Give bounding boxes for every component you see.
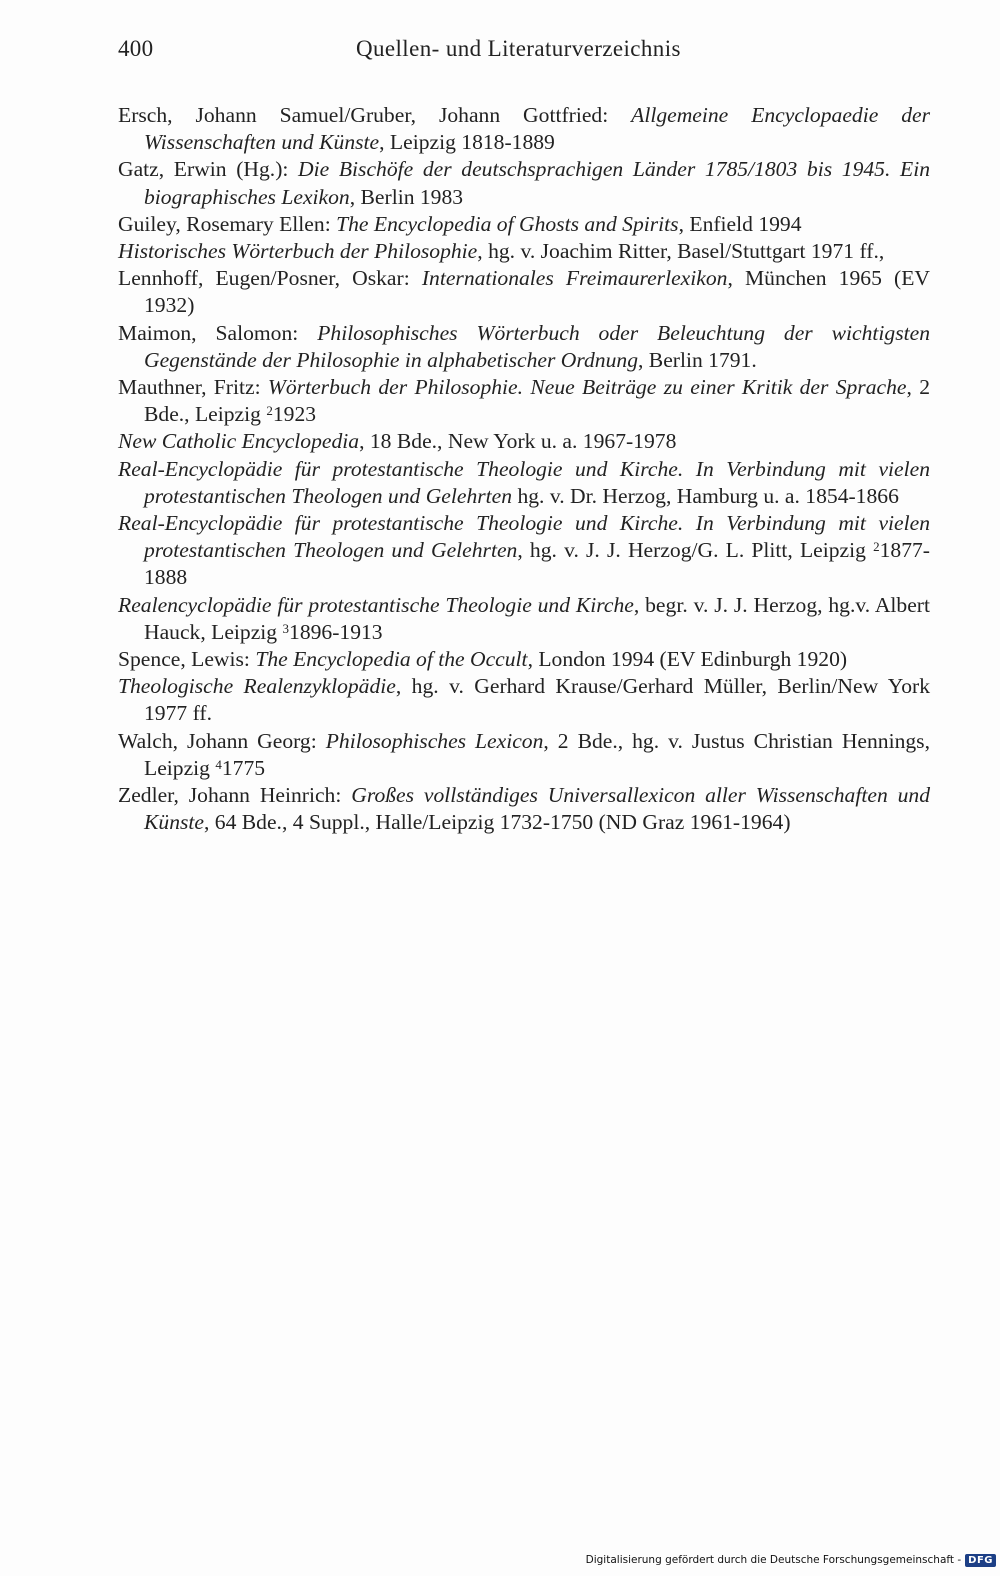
bibliography-entry xyxy=(118,673,930,727)
entry-title: Real-Encyclopädie für protestantische Theologie und Kirche. In Verbindung mit vielen protestantischen Theologen und Gelehrten xyxy=(118,456,930,508)
entry-title: Großes vollständiges Universallexicon aller Wissenschaften und Künste xyxy=(144,783,931,835)
entry-details: , 18 Bde., New York u. a. 1967-1978 xyxy=(359,429,677,454)
entry-author: Ersch, Johann Samuel/Gruber, Johann Gottfried: xyxy=(118,103,632,127)
entry-year: 1877-1888 xyxy=(144,538,930,590)
edition-superscript: 4 xyxy=(215,756,222,772)
entry-details: , London 1994 (EV Edinburgh 1920) xyxy=(527,647,848,672)
entry-details: , hg. v. J. J. Herzog/G. L. Plitt, Leipzig xyxy=(517,538,874,563)
bibliography-entry xyxy=(118,782,930,836)
entry-details: , 64 Bde., 4 Suppl., Halle/Leipzig 1732-1750 (ND Graz 1961-1964) xyxy=(203,810,791,835)
entry-author: Walch, Johann Georg: xyxy=(118,728,326,753)
entry-details: , Enfield 1994 xyxy=(678,211,802,236)
entry-title: Die Bischöfe der deutschsprachigen Länder 1785/1803 bis 1945. Ein biographisches Lexikon xyxy=(144,157,930,209)
page-number: 400 xyxy=(118,36,154,61)
edition-superscript: 3 xyxy=(282,620,290,636)
entry-title: Wörterbuch der Philosophie. Neue Beiträge zu einer Kritik der Sprache xyxy=(267,375,907,400)
bibliography-entry xyxy=(118,646,930,673)
entry-title: Theologische Realenzyklopädie xyxy=(118,674,396,699)
page-header xyxy=(118,36,930,72)
entry-author: Mauthner, Fritz: xyxy=(118,375,268,400)
bibliography-entry xyxy=(118,156,930,210)
edition-superscript: 2 xyxy=(873,539,880,555)
entry-details: , Leipzig 1818-1889 xyxy=(379,130,555,155)
entry-details: , 2 Bde., hg. v. Justus Christian Hennings, Leipzig xyxy=(144,728,930,780)
entry-author: Zedler, Johann Heinrich: xyxy=(118,783,352,808)
dfg-logo: DFG xyxy=(965,1554,996,1567)
bibliography-entry xyxy=(118,428,930,455)
entry-author: Gatz, Erwin (Hg.): xyxy=(118,157,299,182)
entry-author: Spence, Lewis: xyxy=(118,647,256,672)
entry-title: Realencyclopädie für protestantische Theologie und Kirche xyxy=(118,592,634,617)
entry-details: , hg. v. Gerhard Krause/Gerhard Müller, Berlin/New York 1977 ff. xyxy=(144,674,930,726)
entry-year: 1775 xyxy=(221,755,266,780)
entry-author: Maimon, Salomon: xyxy=(118,320,318,345)
entry-title: Philosophisches Wörterbuch oder Beleuchtung der wichtigsten Gegenstände der Philosophie in alphabetischer Ordnung xyxy=(144,320,930,372)
bibliography-entry xyxy=(118,728,930,782)
bibliography-entry xyxy=(118,238,930,265)
entry-details: , Berlin 1791. xyxy=(638,347,757,372)
bibliography-entry xyxy=(118,265,930,319)
credit-text: Digitalisierung gefördert durch die Deutsche Forschungsgemeinschaft - xyxy=(585,1554,962,1566)
bibliography-entry xyxy=(118,374,930,428)
entry-title: Philosophisches Lexicon xyxy=(325,728,544,753)
entry-title: Historisches Wörterbuch der Philosophie xyxy=(118,239,478,264)
entry-author: Lennhoff, Eugen/Posner, Oskar: xyxy=(118,266,422,291)
bibliography-entry xyxy=(118,592,930,646)
entry-title: Internationales Freimaurerlexikon xyxy=(421,266,728,291)
entry-details: , hg. v. Joachim Ritter, Basel/Stuttgart 1971 ff., xyxy=(477,239,885,264)
entry-title: New Catholic Encyclopedia xyxy=(118,429,360,454)
entry-details: hg. v. Dr. Herzog, Hamburg u. a. 1854-1866 xyxy=(512,483,899,508)
entry-author: Guiley, Rosemary Ellen: xyxy=(118,211,337,236)
bibliography-entry xyxy=(118,320,930,374)
entry-details: , 2 Bde., Leipzig xyxy=(144,375,930,427)
bibliography-entry xyxy=(118,211,930,238)
entry-details: , Berlin 1983 xyxy=(349,184,464,209)
bibliography-entry xyxy=(118,102,930,156)
entry-title: The Encyclopedia of the Occult xyxy=(255,647,528,672)
running-title: Quellen- und Literaturverzeichnis xyxy=(356,36,681,61)
entry-details: , München 1965 (EV 1932) xyxy=(144,266,930,318)
edition-superscript: 2 xyxy=(266,403,273,419)
entry-title: Real-Encyclopädie für protestantische Theologie und Kirche. In Verbindung mit vielen protestantischen Theologen und Gelehrten xyxy=(118,511,930,563)
entry-year: 1896-1913 xyxy=(289,619,383,644)
digitization-credit xyxy=(586,1550,996,1570)
bibliography-list xyxy=(118,102,930,836)
entry-title: Allgemeine Encyclopaedie der Wissenschaften und Künste xyxy=(144,103,930,155)
entry-year: 1923 xyxy=(272,402,317,427)
bibliography-entry xyxy=(118,456,930,510)
entry-details: , begr. v. J. J. Herzog, hg.v. Albert Hauck, Leipzig xyxy=(144,592,930,644)
entry-title: The Encyclopedia of Ghosts and Spirits xyxy=(336,211,679,236)
bibliography-entry xyxy=(118,510,930,592)
